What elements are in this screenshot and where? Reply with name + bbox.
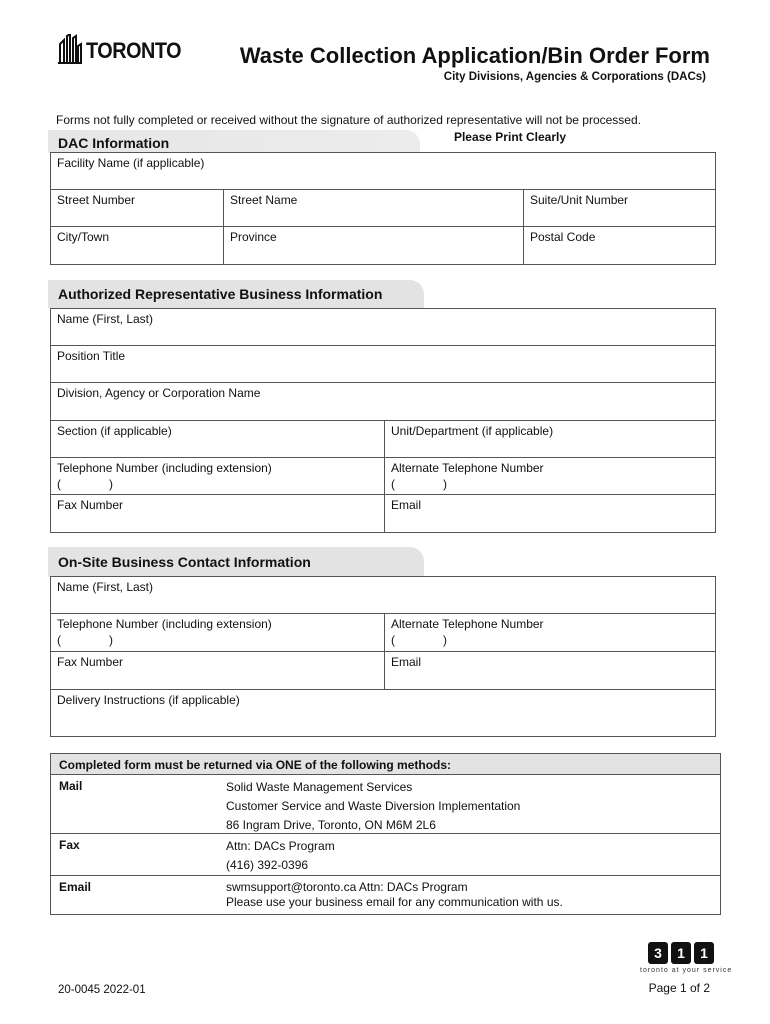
311-tagline: toronto at your service [640, 967, 733, 974]
onsite-name-field[interactable] [50, 576, 716, 614]
dac-section-heading: DAC Information [48, 130, 420, 153]
auth-alt-telephone-field[interactable] [384, 457, 716, 495]
city-hall-icon [58, 34, 82, 64]
area-code-brackets: ( ) [57, 477, 113, 491]
fax-method-row [51, 833, 720, 875]
street-name-field[interactable] [223, 189, 524, 227]
province-field[interactable] [223, 226, 524, 265]
onsite-alt-telephone-field[interactable] [384, 613, 716, 652]
suite-unit-label: Suite/Unit Number [530, 193, 629, 207]
return-methods-table [50, 753, 721, 915]
unit-department-label: Unit/Department (if applicable) [391, 424, 554, 438]
page-number: Page 1 of 2 [648, 981, 710, 995]
section-field[interactable] [50, 420, 385, 458]
mail-method-row [51, 774, 720, 833]
division-name-field[interactable] [50, 382, 716, 421]
delivery-instructions-label: Delivery Instructions (if applicable) [57, 693, 240, 707]
return-methods-heading: Completed form must be returned via ONE of the following methods: [51, 754, 720, 774]
onsite-email-field[interactable] [384, 651, 716, 690]
facility-name-field[interactable] [50, 152, 716, 190]
auth-telephone-label: Telephone Number (including extension) [57, 461, 272, 475]
fax-label: Fax [59, 838, 80, 852]
auth-name-label: Name (First, Last) [57, 312, 154, 326]
postal-code-field[interactable] [523, 226, 716, 265]
email-note: Please use your business email for any communication with us. [226, 895, 563, 909]
email-label: Email [59, 880, 92, 894]
province-label: Province [230, 230, 277, 244]
postal-code-label: Postal Code [530, 230, 596, 244]
mail-address-line: Solid Waste Management Services [226, 780, 413, 794]
onsite-section-heading: On-Site Business Contact Information [48, 547, 424, 577]
onsite-email-label: Email [391, 655, 422, 669]
unit-department-field[interactable] [384, 420, 716, 458]
print-clearly-note: Please Print Clearly [453, 130, 566, 144]
auth-fax-label: Fax Number [57, 498, 124, 512]
onsite-alt-telephone-label: Alternate Telephone Number [391, 617, 544, 631]
street-name-label: Street Name [230, 193, 298, 207]
mail-address-line: 86 Ingram Drive, Toronto, ON M6M 2L6 [226, 818, 436, 832]
mail-label: Mail [59, 779, 83, 793]
city-town-field[interactable] [50, 226, 224, 265]
logo-wordmark: TORONTO [86, 38, 182, 63]
city-town-label: City/Town [57, 230, 110, 244]
page-title: Waste Collection Application/Bin Order Form [239, 43, 710, 68]
auth-fax-field[interactable] [50, 494, 385, 533]
onsite-telephone-label: Telephone Number (including extension) [57, 617, 272, 631]
auth-email-field[interactable] [384, 494, 716, 533]
onsite-telephone-field[interactable] [50, 613, 385, 652]
area-code-brackets: ( ) [391, 633, 447, 647]
onsite-fax-label: Fax Number [57, 655, 124, 669]
email-address-line: swmsupport@toronto.ca Attn: DACs Program [226, 880, 468, 894]
suite-unit-field[interactable] [523, 189, 716, 227]
email-method-row [51, 875, 720, 914]
auth-alt-telephone-label: Alternate Telephone Number [391, 461, 544, 475]
street-number-field[interactable] [50, 189, 224, 227]
onsite-fax-field[interactable] [50, 651, 385, 690]
form-number: 20-0045 2022-01 [58, 984, 146, 996]
auth-section-heading: Authorized Representative Business Information [48, 280, 424, 308]
facility-name-label: Facility Name (if applicable) [57, 156, 205, 170]
position-title-label: Position Title [57, 349, 126, 363]
page-subtitle: City Divisions, Agencies & Corporations (DACs) [443, 71, 706, 83]
fax-number: (416) 392-0396 [226, 858, 309, 872]
division-name-label: Division, Agency or Corporation Name [57, 386, 261, 400]
section-label: Section (if applicable) [57, 424, 172, 438]
auth-name-field[interactable] [50, 308, 716, 346]
auth-telephone-field[interactable] [50, 457, 385, 495]
delivery-instructions-field[interactable] [50, 689, 716, 737]
processing-notice: Forms not fully completed or received without the signature of authorized representative will not be processed. [56, 113, 641, 127]
auth-email-label: Email [391, 498, 422, 512]
onsite-name-label: Name (First, Last) [57, 580, 154, 594]
area-code-brackets: ( ) [391, 477, 447, 491]
fax-attn-line: Attn: DACs Program [226, 839, 335, 853]
mail-address-line: Customer Service and Waste Diversion Implementation [226, 799, 521, 813]
toronto-logo [58, 34, 192, 64]
311-logo: 3 1 1 [648, 942, 714, 964]
position-title-field[interactable] [50, 345, 716, 383]
street-number-label: Street Number [57, 193, 136, 207]
area-code-brackets: ( ) [57, 633, 113, 647]
